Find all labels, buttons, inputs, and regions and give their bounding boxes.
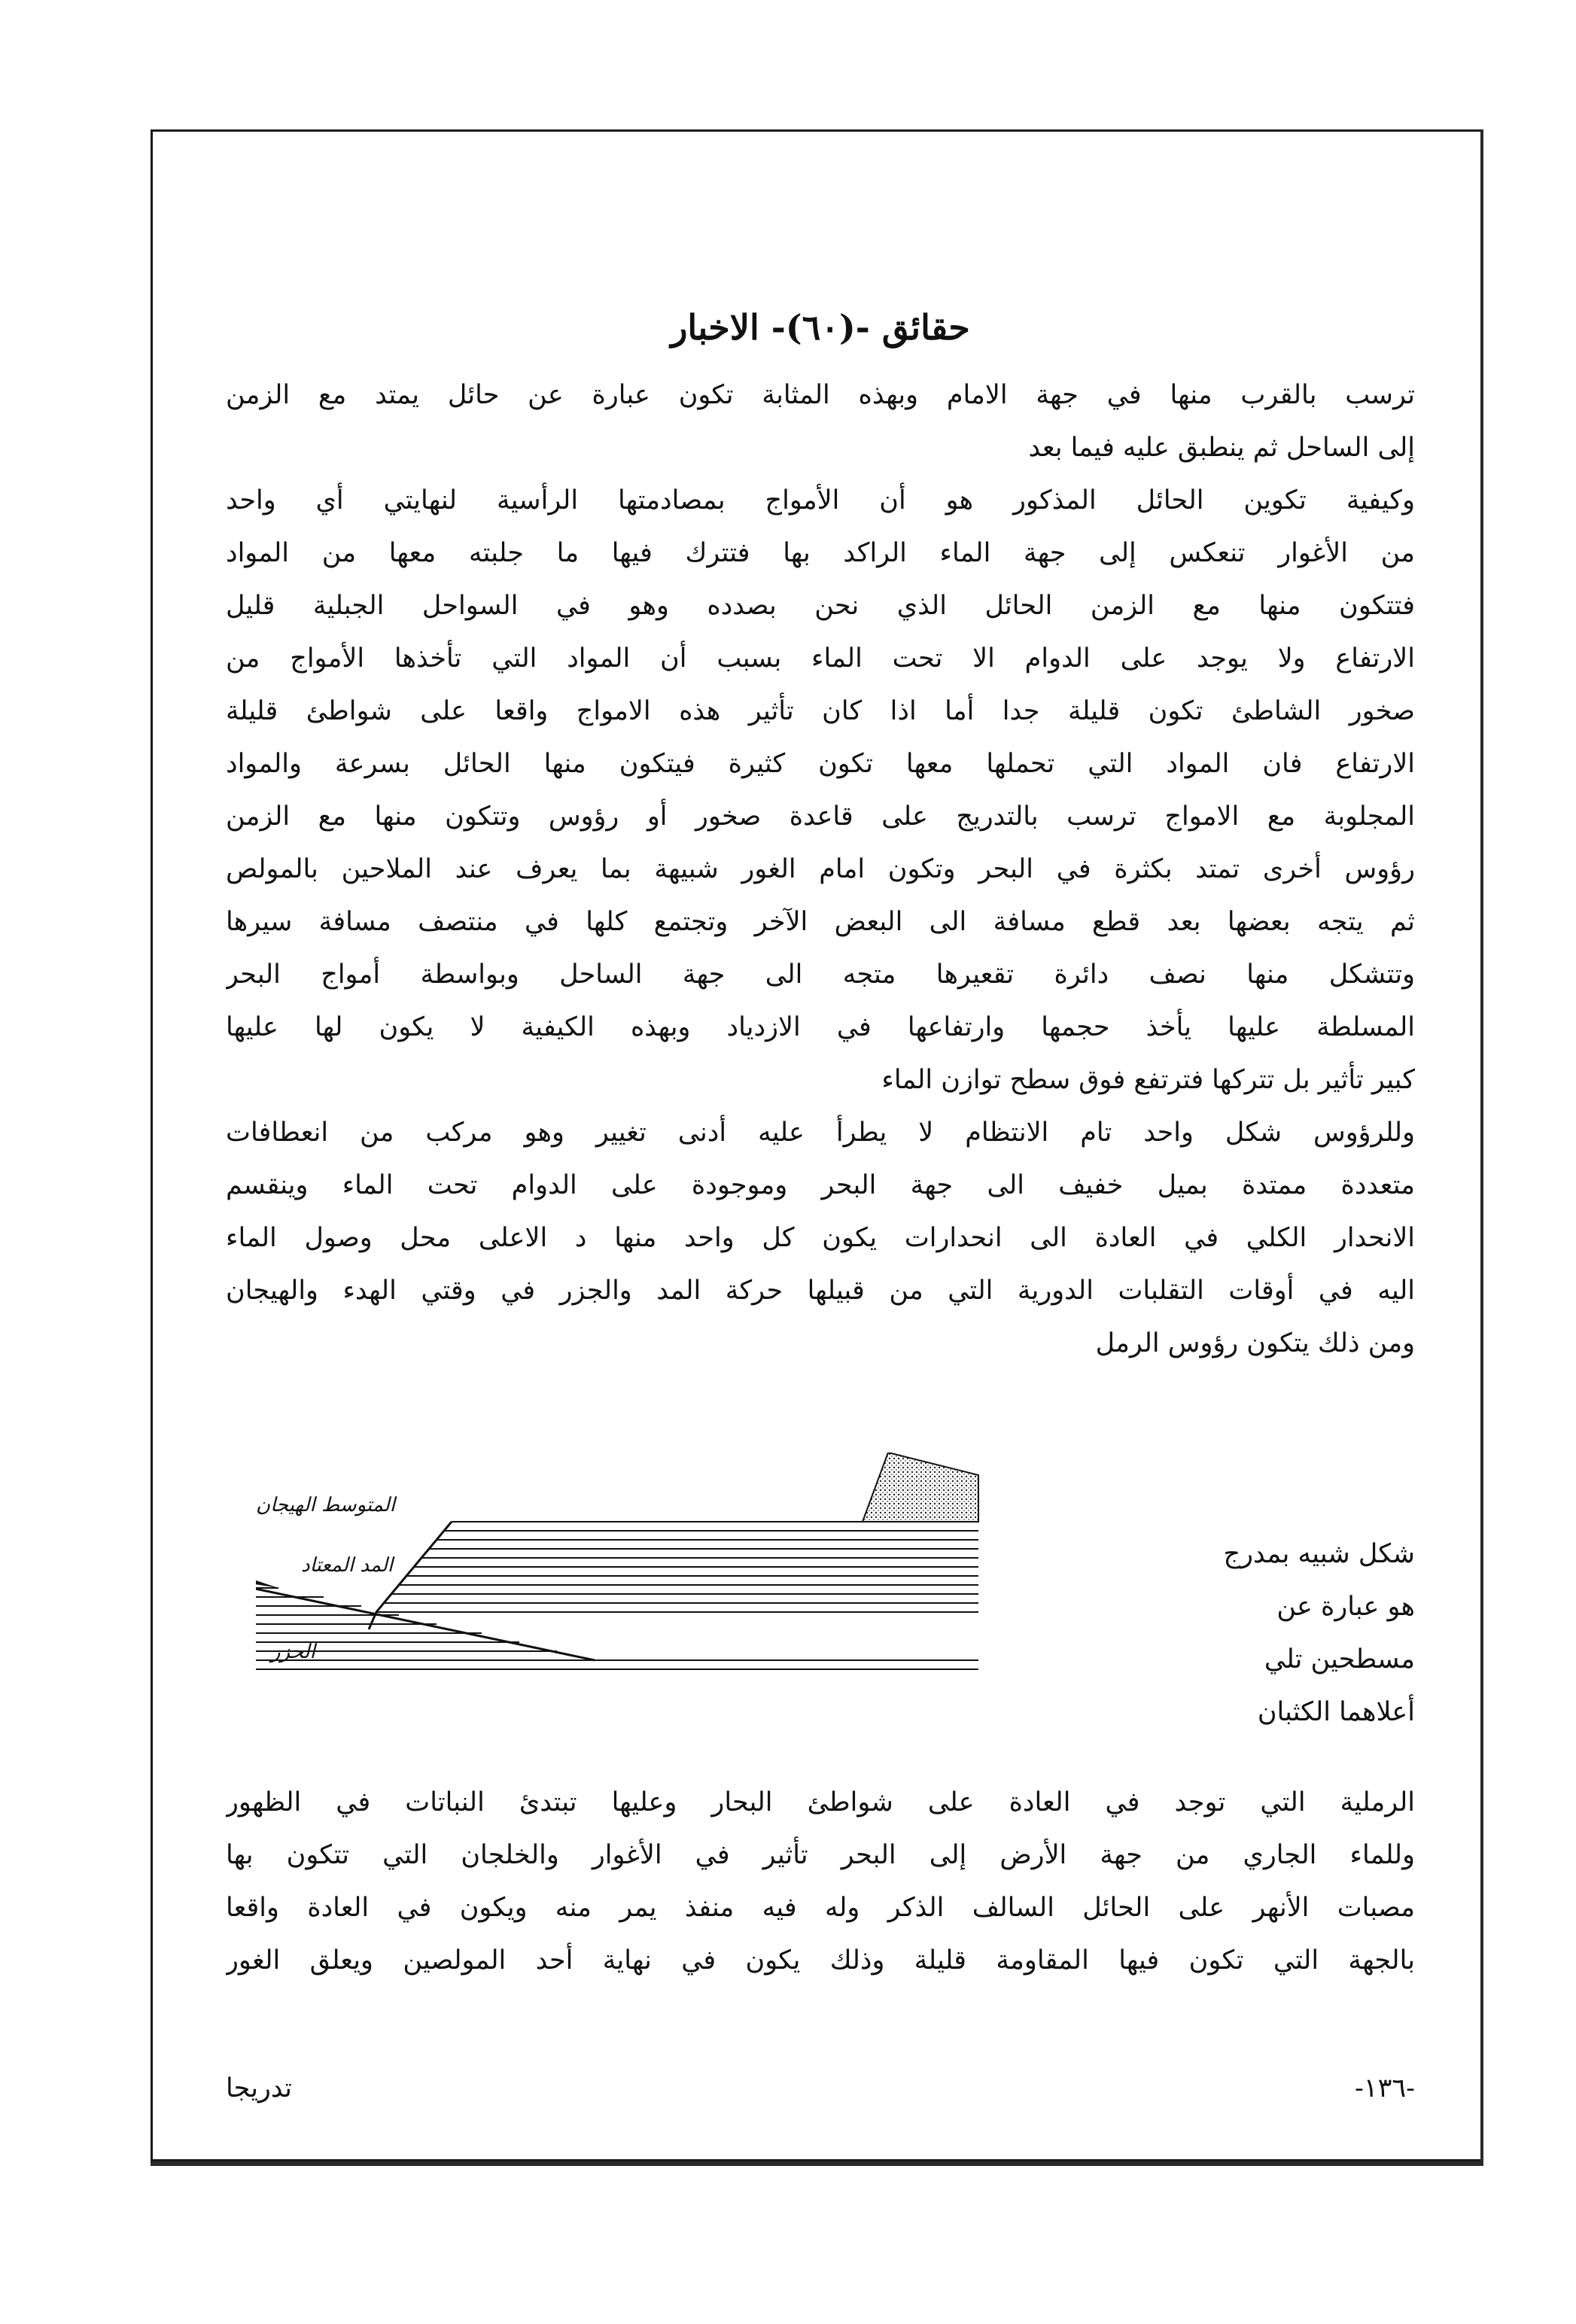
text-line: مسطحين تلي [1264, 1644, 1415, 1675]
text-line: الانحدار الكلي في العادة الى انحدارات يكون كل واحد منها د الاعلى محل وصول الماء [226, 1223, 1415, 1253]
text-line: ومن ذلك يتكون رؤوس الرمل [1095, 1328, 1415, 1358]
dark-wedge [256, 1565, 278, 1588]
text-line: صخور الشاطئ تكون قليلة جدا أما اذا كان تأثير هذه الامواج واقعا على شواطئ قليلة [226, 696, 1415, 726]
text-line: الارتفاع فان المواد التي تحملها معها تكون كثيرة فيتكون منها الحائل بسرعة والمواد [226, 749, 1415, 779]
main-text-lower [226, 1776, 1415, 1987]
text-line: متعددة ممتدة بميل خفيف الى جهة البحر وموجودة على الدوام تحت الماء وينقسم [226, 1170, 1415, 1200]
text-line: وتتشكل منها نصف دائرة تقعيرها متجه الى جهة الساحل وبواسطة أمواج البحر [226, 960, 1415, 990]
main-text-upper [226, 369, 1415, 1370]
text-line: إلى الساحل ثم ينطبق عليه فيما بعد [1028, 433, 1415, 463]
upper-terrace [376, 1522, 978, 1612]
text-line: ثم يتجه بعضها بعد قطع مسافة الى البعض الآخر وتجتمع كلها في منتصف مسافة سيرها [226, 907, 1415, 937]
running-header: حقائق -(٦٠)- الاخبار [671, 307, 970, 348]
text-line: المسلطة عليها يأخذ حجمها وارتفاعها في الازدياد وبهذه الكيفية لا يكون لها عليها [226, 1012, 1415, 1042]
label-low-tide: الجزر [271, 1641, 315, 1663]
text-line: اليه في أوقات التقلبات الدورية التي من قبيلها حركة المد والجزر في وقتي الهدء والهيجان [226, 1276, 1415, 1306]
text-line: كبير تأثير بل تتركها فترتفع فوق سطح توازن الماء [881, 1065, 1415, 1095]
text-line: شكل شبيه بمدرج [1223, 1539, 1415, 1569]
text-line: رؤوس أخرى تمتد بكثرة في البحر وتكون امام الغور شبيهة بما يعرف عند الملاحين بالمولص [226, 854, 1415, 884]
beach-profile-figure [256, 1452, 1009, 1708]
figure-side-text [978, 1528, 1415, 1738]
text-line: الارتفاع ولا يوجد على الدوام الا تحت الماء بسبب أن المواد التي تأخذها الأمواج من [226, 643, 1415, 674]
text-line: ترسب بالقرب منها في جهة الامام وبهذه المثابة تكون عبارة عن حائل يمتد مع الزمن [226, 380, 1415, 410]
label-storm-level: المتوسط الهيجان [256, 1494, 395, 1516]
text-line: وللماء الجاري من جهة الأرض إلى البحر تأثير في الأغوار والخلجان التي تتكون بها [226, 1840, 1415, 1870]
label-calm-level: المد المعتاد [301, 1554, 394, 1577]
catchword: تدريجا [226, 2073, 293, 2103]
text-line: وللرؤوس شكل واحد تام الانتظام لا يطرأ عليه أدنى تغيير وهو مركب من انعطافات [226, 1118, 1415, 1148]
border-shadow-bottom [151, 2161, 1483, 2166]
beach-profile-drawing [256, 1452, 1009, 1708]
text-line: فتتكون منها مع الزمن الحائل الذي نحن بصدده وهو في السواحل الجبلية قليل [226, 591, 1415, 621]
text-line: وكيفية تكوين الحائل المذكور هو أن الأمواج بمصادمتها الرأسية لنهايتي أي واحد [226, 485, 1415, 516]
text-line: هو عبارة عن [1276, 1592, 1415, 1622]
text-line: أعلاهما الكثبان [1257, 1697, 1415, 1727]
text-line: بالجهة التي تكون فيها المقاومة قليلة وذلك يكون في نهاية أحد المولصين ويعلق الغور [226, 1945, 1415, 1976]
dune-shape [863, 1452, 978, 1522]
page-footer [226, 2062, 1415, 2115]
border-shadow-right [1480, 129, 1483, 2166]
lower-beach [256, 1579, 978, 1660]
page-number: -١٣٦- [1354, 2073, 1415, 2103]
text-line: الرملية التي توجد في العادة على شواطئ البحار وعليها تبتدئ النباتات في الظهور [226, 1787, 1415, 1818]
text-line: المجلوبة مع الامواج ترسب بالتدريج على قاعدة صخور أو رؤوس وتتكون منها مع الزمن [226, 802, 1415, 832]
text-line: من الأغوار تنعكس إلى جهة الماء الراكد بها فتترك فيها ما جلبته معها من المواد [226, 538, 1415, 568]
text-line: مصبات الأنهر على الحائل السالف الذكر وله فيه منفذ يمر منه ويكون في العادة واقعا [226, 1893, 1415, 1923]
